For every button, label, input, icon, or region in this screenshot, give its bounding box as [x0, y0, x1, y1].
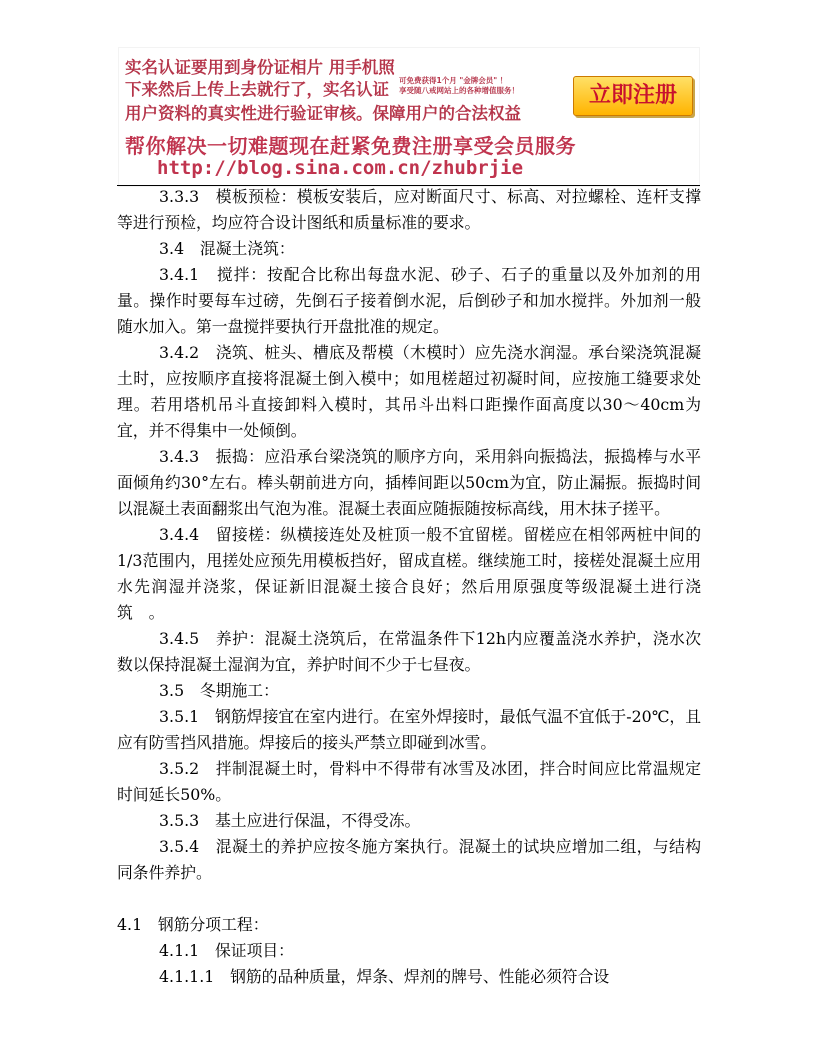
- banner-promo-line-2: 享受随八戒网站上的各种增值服务！: [399, 86, 519, 95]
- paragraph-3-4-3: 3.4.3 振捣：应沿承台梁浇筑的顺序方向，采用斜向振捣法，振捣棒与水平面倾角约30°左右。棒头朝前进方向，插棒间距以50cm为宜，防止漏振。振捣时间以混凝土表面翻浆出气泡为准。混凝土表面应随振随按标高线，用木抹子搓平。: [117, 447, 701, 518]
- paragraph-3-5-3: 3.5.3 基土应进行保温，不得受冻。: [159, 811, 421, 830]
- banner-promo-line-1: 可免费获得1个月 "金牌会员" ！: [399, 76, 508, 85]
- document-body: [117, 184, 701, 990]
- heading-4-1: 4.1 钢筋分项工程：: [117, 915, 269, 934]
- ad-banner[interactable]: [118, 47, 700, 187]
- heading-3-5: 3.5 冬期施工：: [159, 681, 279, 700]
- paragraph-3-5-1: 3.5.1 钢筋焊接宜在室内进行。在室外焊接时，最低气温不宜低于-20℃，且应有防雪挡风措施。焊接后的接头严禁立即碰到冰雪。: [117, 707, 701, 752]
- paragraph-3-5-2: 3.5.2 拌制混凝土时，骨料中不得带有冰雪及冰团，拌合时间应比常温规定时间延长50%。: [117, 759, 701, 804]
- paragraph-3-5-4: 3.5.4 混凝土的养护应按冬施方案执行。混凝土的试块应增加二组，与结构同条件养护。: [117, 837, 701, 882]
- banner-slogan: 帮你解决一切难题现在赶紧免费注册享受会员服务: [125, 134, 576, 158]
- heading-4-1-1: 4.1.1 保证项目：: [159, 941, 294, 960]
- banner-promo: [399, 76, 519, 96]
- paragraph-3-4-5: 3.4.5 养护：混凝土浇筑后，在常温条件下12h内应覆盖浇水养护，浇水次数以保持混凝土湿润为宜，养护时间不少于七昼夜。: [117, 629, 701, 674]
- paragraph-3-4-1: 3.4.1 搅拌：按配合比称出每盘水泥、砂子、石子的重量以及外加剂的用量。操作时要每车过磅，先倒石子接着倒水泥，后倒砂子和加水搅拌。外加剂一般随水加入。第一盘搅拌要执行开盘批准的规定。: [117, 265, 701, 336]
- paragraph-3-3-3: 3.3.3 模板预检：模板安装后，应对断面尺寸、标高、对拉螺栓、连杆支撑等进行预检，均应符合设计图纸和质量标准的要求。: [117, 187, 701, 232]
- heading-3-4: 3.4 混凝土浇筑：: [159, 239, 295, 258]
- banner-line-2: 下来然后上传上去就行了，实名认证: [125, 80, 389, 99]
- banner-line-1: 实名认证要用到身份证相片 用手机照: [125, 58, 395, 77]
- register-button[interactable]: 立即注册: [573, 76, 693, 116]
- paragraph-4-1-1-1: 4.1.1.1 钢筋的品种质量，焊条、焊剂的牌号、性能必须符合设: [159, 967, 610, 986]
- blank-line: [117, 886, 701, 912]
- banner-line-3: 用户资料的真实性进行验证审核。保障用户的合法权益: [125, 104, 521, 123]
- banner-url-link[interactable]: http://blog.sina.com.cn/zhubrjie: [157, 157, 524, 179]
- paragraph-3-4-4: 3.4.4 留接槎：纵横接连处及桩顶一般不宜留槎。留槎应在相邻两桩中间的1/3范围内，甩搓处应预先用模板挡好，留成直槎。继续施工时，接槎处混凝土应用水先润湿并浇浆，保证新旧混凝土接合良好；然后用原强度等级混凝土进行浇筑 。: [117, 525, 701, 622]
- paragraph-3-4-2: 3.4.2 浇筑、桩头、槽底及帮模（木模时）应先浇水润湿。承台梁浇筑混凝土时，应按顺序直接将混凝土倒入模中；如甩槎超过初凝时间，应按施工缝要求处理。若用塔机吊斗直接卸料入模时，其吊斗出料口距操作面高度以30～40cm为宜，并不得集中一处倾倒。: [117, 343, 701, 440]
